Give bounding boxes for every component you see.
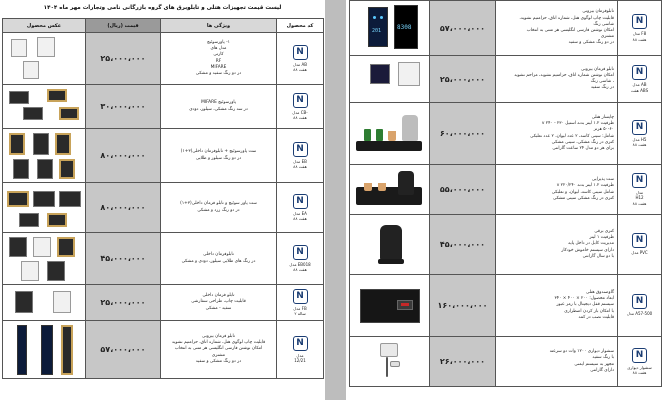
brand-logo-icon [293,289,308,304]
switch-image [55,133,71,155]
switch-image [19,213,39,227]
product-image [3,321,86,379]
table-header-row [3,19,324,33]
product-code: N مدل EB هفت ۸۸ [277,129,324,183]
switch-image [9,91,29,104]
feature-text: تابلوفرمان داخلی در رنگ های طلایی سیلور، دودی و مشکی [161,233,277,285]
product-image [350,215,430,275]
price-value: ۲۶،۰۰۰،۰۰۰ [430,337,496,387]
header-price: قیمت (ریال) [86,19,161,33]
product-image [3,285,86,321]
product-code: N مدل 12/21 [277,321,324,379]
feature-text: تابلوفرمان بیرونی قابلیت چاپ لوگوی هتل، شماره اتاق، حزامتیم نشوید، شاسی زنگ امکان نوشتن فارسی انگلیسی هر متنی به انتخاب مشتری در دو رنگ مشکی و سفید [496,1,618,56]
product-code: N سشوار دیواری هفت ۸۸ [618,337,662,387]
price-value: ۶۰،۰۰۰،۰۰۰ [430,103,496,165]
cup-image [388,131,396,141]
product-code: N مدل A57-500 [618,275,662,337]
brand-logo-icon [632,120,647,135]
feature-text: تابلو فرمان داخلی قابلیت چاپ، طراحی سفارشی سفید - مشکی [161,285,277,321]
switch-image [7,191,29,207]
header-code: کد محصول [277,19,324,33]
feature-text: ست پاور سوئیچ و تابلو فرمان داخلی(۳+۱) در دو رنگ زرد و مشکی [161,183,277,233]
feature-text: گاوصندوق هتلی ابعاد محصول: ۲۰۰ × ۴۰۰ × ۳۴۰ سیستم قفل دیجیتال با رمز عبور با امکان باز کردن اضطراری قابلیت نصب در کمد [496,275,618,337]
product-code: N مدل EB018 هفت ۸۸ [277,233,324,285]
switch-image [13,159,29,179]
cup-image [364,129,371,141]
price-value: ۸۰،۰۰۰،۰۰۰ [86,183,161,233]
product-code: N مدل H5 هفت ۸۸ [618,103,662,165]
product-code: N مدل FB ۲ ساله [277,285,324,321]
brand-logo-icon [293,245,308,260]
switch-image [33,191,55,207]
table-row [3,33,324,85]
page-title: لیست قیمت تجهیزات هتلی و تابلوبرق های گروه بازرگانی نامی وتجارات مهر ماه ۱۴۰۴ [0,0,325,17]
price-value: ۸۰،۰۰۰،۰۰۰ [86,129,161,183]
table-row [350,103,662,165]
cup-image [376,129,383,141]
tray-image [356,141,422,151]
feature-text: ست پاورسوئیچ + تابلوفرمان داخلی(۳+۱) در دو رنگ سیلور و طلایی [161,129,277,183]
brand-logo-icon [632,14,647,29]
brand-logo-icon [632,233,647,248]
brand-logo-icon [293,336,308,351]
brand-logo-icon [293,45,308,60]
table-row [350,215,662,275]
product-code: N مدل H12 هفت ۸۸ [618,165,662,215]
product-code: N مدل PVC [618,215,662,275]
kettle-image [402,115,418,141]
kettle-base-image [378,259,404,264]
switch-image [370,64,390,84]
cup-image [364,183,372,191]
hair-dryer-image [380,343,398,357]
product-image [350,337,430,387]
feature-text: تابلو فرمان بیرونی قابلیت چاپ لوگوی هتل، شماره اتاق، حزامتیم نشوید امکان نوشتن فارسی انگلیسی هر متنی به انتخاب مشتری در دو رنگ مشکی و سفید [161,321,277,379]
feature-text: پاورسوئیچ MIFARE در سه رنگ مشکی، سیلور، دودی [161,85,277,129]
switch-image [9,237,27,257]
feature-text: چایساز هتلی ظرفیت ۱.۲ لیتر بدنه استیل ۲۳۰ - ۲۴۰ v ۵۰-۶۰ هرتز شامل: سینی کاسه، ۲ عدد لیوان، ۲ عدد نعلبکی کتری در رنگ مشکی، سینی مشکی برای هر دو مدل ۲۴ ساعت گارانتی [496,103,618,165]
feature-text: ست پذیرایی ظرفیت ۱.۲ لیتر بدنه ۲۲۰/۲۴۰ v شامل سینی کاسه، لیوان، و نعلبکی کتری در رنگ مشکی سینی مشکی [496,165,618,215]
switch-image [57,237,75,257]
door-panel-image: 8308 [394,5,418,49]
product-image [3,33,86,85]
table-row [3,85,324,129]
product-image [350,56,430,103]
product-image [350,1,430,56]
switch-image [59,191,81,207]
table-row [3,285,324,321]
price-value: ۲۵،۰۰۰،۰۰۰ [430,56,496,103]
price-value: ۳۰،۰۰۰،۰۰۰ [86,85,161,129]
product-code: N مدل F8 هفت ۸۸ [618,1,662,56]
table-row [350,165,662,215]
product-code: N مدل CB- هفت ۸۸ [277,85,324,129]
brand-logo-icon [632,65,647,80]
header-features: ویژگی ها [161,19,277,33]
price-value: ۴۵،۰۰۰،۰۰۰ [86,233,161,285]
right-page [346,0,663,400]
table-row [350,337,662,387]
brand-logo-icon [293,142,308,157]
price-table-right [349,0,662,387]
switch-image [59,159,75,179]
left-page [0,0,325,400]
table-row [3,233,324,285]
table-row [3,321,324,379]
product-image [3,183,86,233]
brand-logo-icon [293,93,308,108]
header-image: عکس محصول [3,19,86,33]
feature-text: تابلو فرمان بیرونی امکان نوشتن شماره اتاق، حزامتیم نشوید، مزاحم نشوید ، شاسی زنگ در رنگ سفید [496,56,618,103]
brand-logo-icon [293,194,308,209]
safe-image [360,289,420,323]
table-row [3,129,324,183]
brand-logo-icon [632,173,647,188]
switch-image [47,213,67,227]
product-image [350,275,430,337]
feature-text: سشوار دیواری ۱۲۰۰ وات دو سرعته با رنگ سفید مجهز به سیستم ایمنی دارای گارانتی [496,337,618,387]
switch-image [11,39,27,57]
cup-image [378,183,386,191]
table-row [350,275,662,337]
switch-image [33,133,49,155]
switch-image [15,291,33,313]
switch-image [47,89,67,102]
brand-logo-icon [632,348,647,363]
switch-image [398,62,420,86]
price-value: ۲۵،۰۰۰،۰۰۰ [86,33,161,85]
product-image [3,129,86,183]
price-value: ۱۶۰،۰۰۰،۰۰۰ [430,275,496,337]
switch-image [59,107,79,120]
switch-image [37,37,55,57]
kettle-image [398,171,414,195]
price-value: ۴۵،۰۰۰،۰۰۰ [430,215,496,275]
switch-image [9,133,25,155]
door-panel-image: 201 [368,7,388,47]
product-code: N مدل AB هفت ABS [618,56,662,103]
door-panel-image [61,325,73,375]
switch-image [33,237,51,257]
switch-image [21,261,39,281]
page-gap [325,0,346,400]
switch-image [37,159,53,179]
switch-image [53,291,71,313]
switch-image [47,261,65,281]
product-image [3,233,86,285]
table-row [3,183,324,233]
product-code: N مدل AB هفت ۸۸ [277,33,324,85]
door-panel-image [17,325,27,375]
switch-image [23,107,43,120]
product-code: N مدل EA هفت ۸۸ [277,183,324,233]
product-image [3,85,86,129]
price-table-left [2,18,324,379]
table-row [350,1,662,56]
product-image [350,103,430,165]
door-panel-image [41,325,53,375]
switch-image [23,61,39,79]
brand-logo-icon [632,294,647,309]
feature-text: ۱- پاورسوئیچ مدل های کارتی RF MIFARE در دو رنگ سفید و مشکی [161,33,277,85]
price-value: ۵۷،۰۰۰،۰۰۰ [86,321,161,379]
table-row [350,56,662,103]
price-value: ۵۵،۰۰۰،۰۰۰ [430,165,496,215]
product-image [350,165,430,215]
price-value: ۵۷،۰۰۰،۰۰۰ [430,1,496,56]
price-value: ۲۵،۰۰۰،۰۰۰ [86,285,161,321]
kettle-image [380,225,402,261]
feature-text: کتری برقی ظرفیت ۱ لیتر مدیریت کابل در داخل پایه دارای سیستم خاموش خودکار با دو سال گارانتی [496,215,618,275]
